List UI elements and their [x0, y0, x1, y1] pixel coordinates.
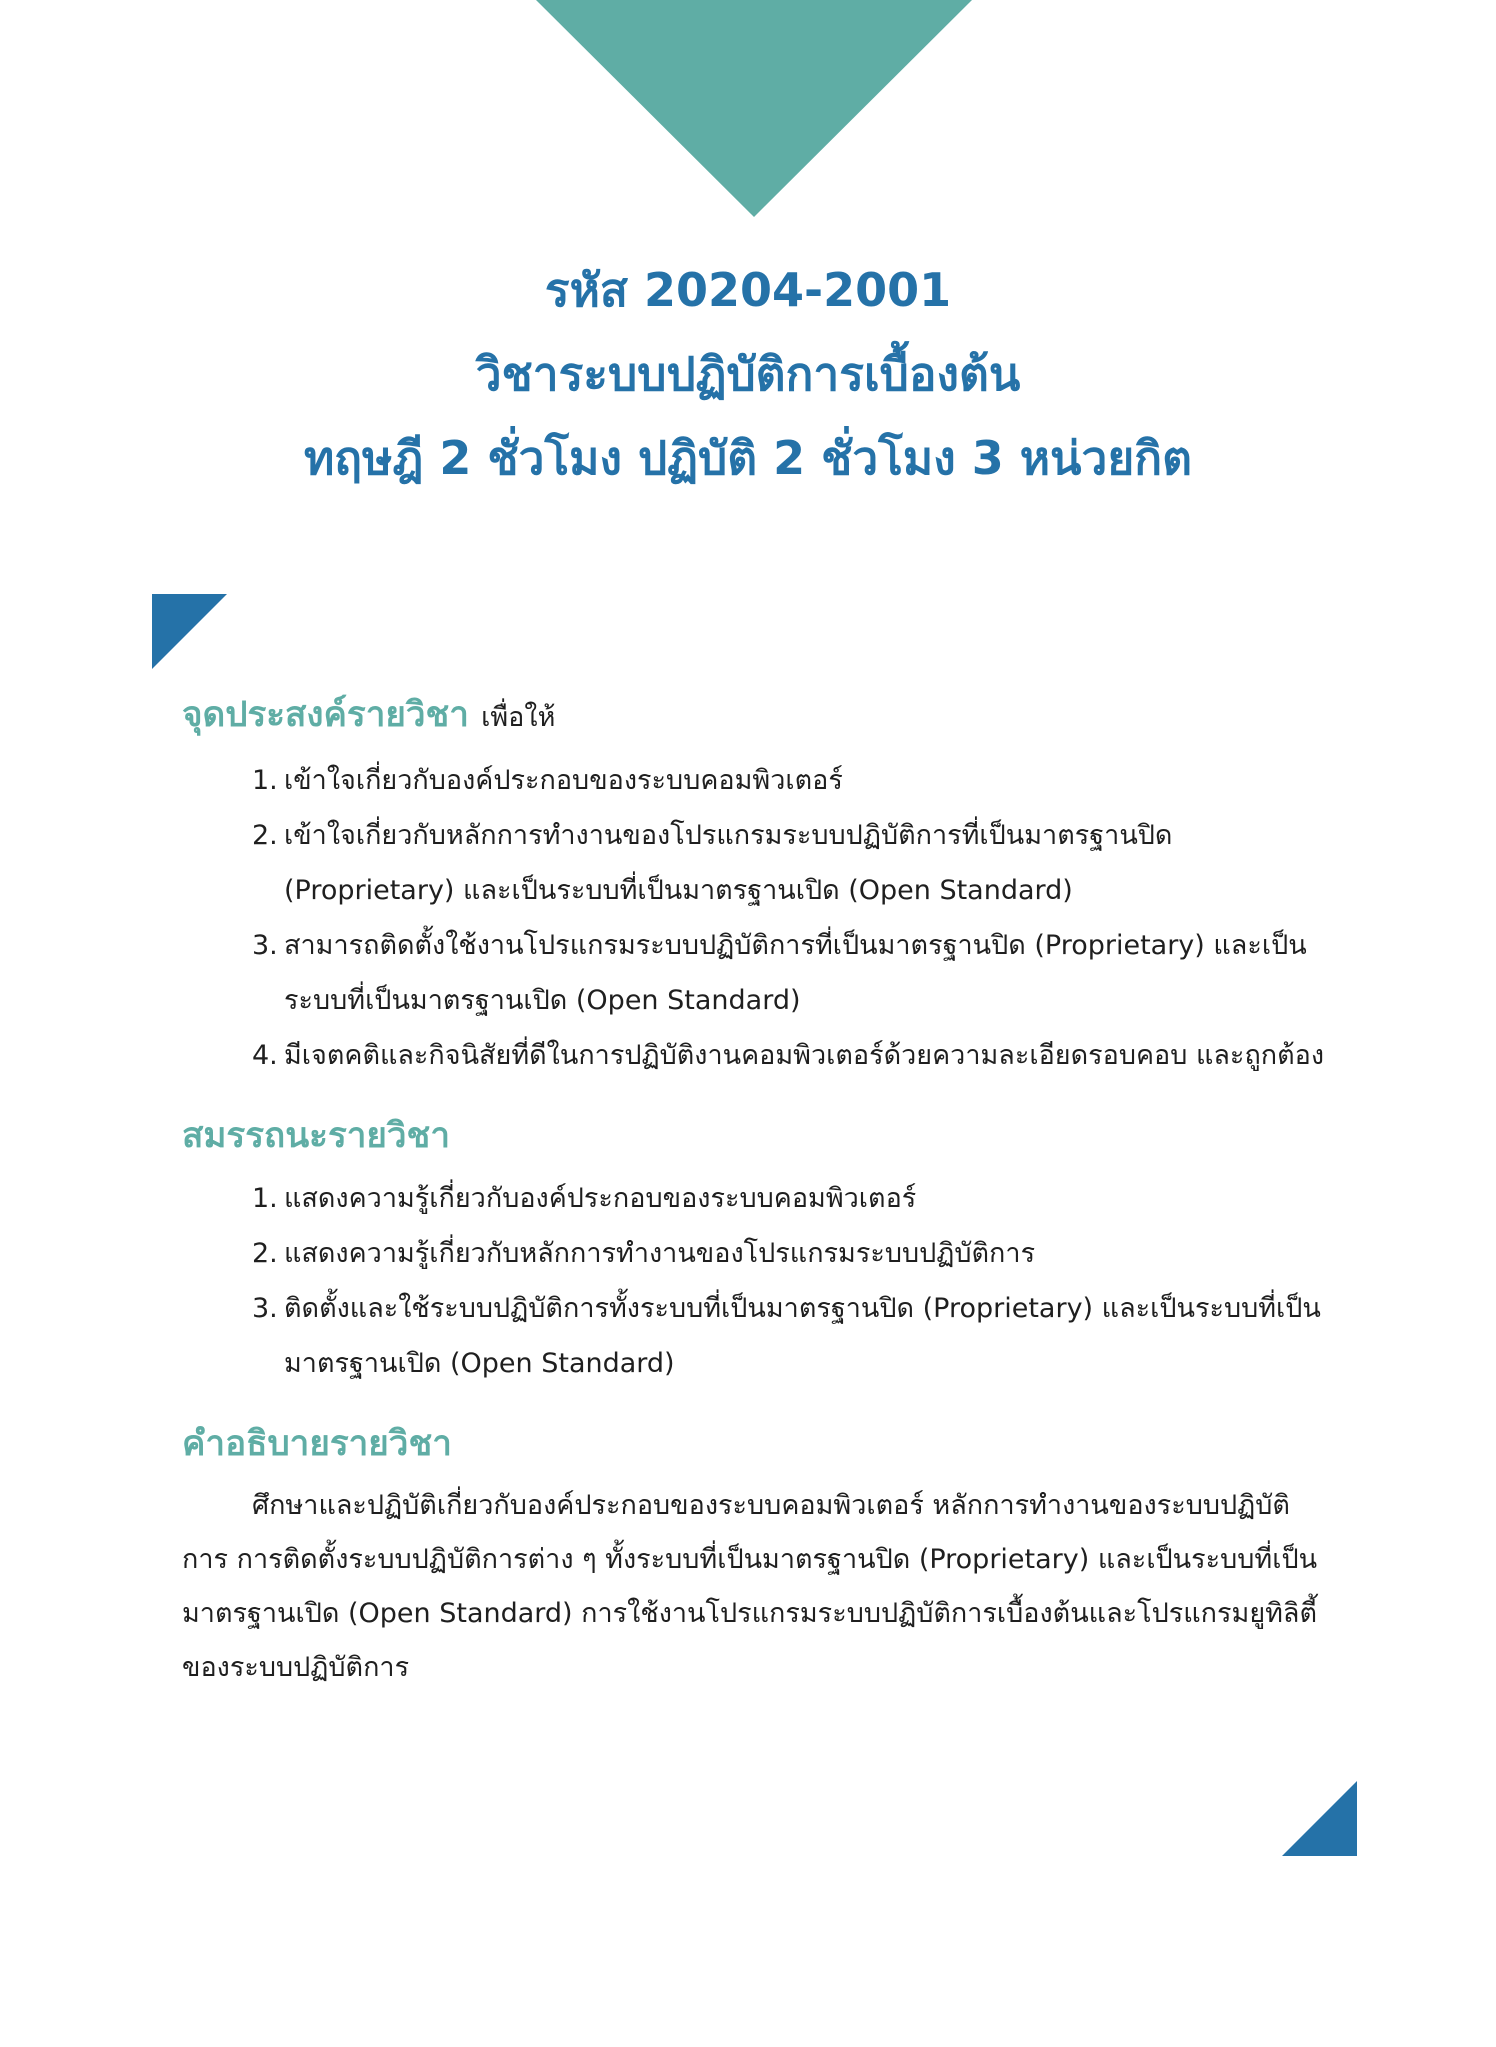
objectives-heading-text: จุดประสงค์รายวิชา: [182, 695, 469, 735]
competency-number: 1.: [252, 1183, 278, 1214]
description-section: [182, 1409, 1328, 1695]
description-heading: คำอธิบายรายวิชา: [182, 1424, 452, 1464]
left-corner-decoration: [152, 594, 227, 669]
objective-item: [182, 808, 1328, 918]
objective-item: [182, 753, 1328, 808]
top-triangle-decoration: [536, 0, 972, 217]
objectives-list: [182, 753, 1328, 1083]
objective-text: เข้าใจเกี่ยวกับองค์ประกอบของระบบคอมพิวเตอร์: [284, 765, 843, 796]
section-spacer: [182, 1391, 1328, 1409]
course-name-title: วิชาระบบปฏิบัติการเบื้องต้น: [475, 347, 1021, 401]
objectives-heading: [182, 680, 1328, 753]
competency-text: ติดตั้งและใช้ระบบปฏิบัติการทั้งระบบที่เป็นมาตรฐานปิด (Proprietary) และเป็นระบบที่เป็นมาตรฐานเปิด (Open Standard): [284, 1293, 1321, 1379]
competencies-section: [182, 1101, 1328, 1391]
competency-item: [182, 1281, 1328, 1391]
competency-item: [182, 1226, 1328, 1281]
competency-text: แสดงความรู้เกี่ยวกับหลักการทำงานของโปรแกรมระบบปฏิบัติการ: [284, 1238, 1036, 1269]
objectives-section: [182, 680, 1328, 1083]
competency-item: [182, 1171, 1328, 1226]
course-content: [182, 680, 1328, 1695]
objective-number: 1.: [252, 765, 278, 796]
objective-text: มีเจตคติและกิจนิสัยที่ดีในการปฏิบัติงานคอมพิวเตอร์ด้วยความละเอียดรอบคอบ และถูกต้อง: [284, 1040, 1325, 1071]
course-code-title: รหัส 20204-2001: [544, 263, 952, 317]
objective-text: เข้าใจเกี่ยวกับหลักการทำงานของโปรแกรมระบบปฏิบัติการที่เป็นมาตรฐานปิด (Proprietary) และเป็นระบบที่เป็นมาตรฐานเปิด (Open Standard): [284, 820, 1173, 906]
course-title-block: [0, 248, 1496, 500]
objective-number: 2.: [252, 820, 278, 851]
competencies-heading: สมรรถนะรายวิชา: [182, 1116, 450, 1156]
course-hours-title: ทฤษฎี 2 ชั่วโมง ปฏิบัติ 2 ชั่วโมง 3 หน่วยกิต: [303, 431, 1192, 485]
objective-number: 3.: [252, 930, 278, 961]
objective-text: สามารถติดตั้งใช้งานโปรแกรมระบบปฏิบัติการที่เป็นมาตรฐานปิด (Proprietary) และเป็นระบบที่เป็นมาตรฐานเปิด (Open Standard): [284, 930, 1307, 1016]
description-paragraph: ศึกษาและปฏิบัติเกี่ยวกับองค์ประกอบของระบบคอมพิวเตอร์ หลักการทำงานของระบบปฏิบัติการ การติดตั้งระบบปฏิบัติการต่าง ๆ ทั้งระบบที่เป็นมาตรฐานปิด (Proprietary) และเป็นระบบที่เป็นมาตรฐานเปิด (Open Standard) การใช้งานโปรแกรมระบบปฏิบัติการเบื้องต้นและโปรแกรมยูทิลิตี้ของระบบปฏิบัติการ: [182, 1490, 1318, 1683]
objective-item: [182, 918, 1328, 1028]
competency-text: แสดงความรู้เกี่ยวกับองค์ประกอบของระบบคอมพิวเตอร์: [284, 1183, 917, 1214]
competencies-list: [182, 1171, 1328, 1391]
competency-number: 2.: [252, 1238, 278, 1269]
section-spacer: [182, 1083, 1328, 1101]
competency-number: 3.: [252, 1293, 278, 1324]
objective-item: [182, 1028, 1328, 1083]
objectives-heading-suffix: เพื่อให้: [481, 702, 556, 733]
right-corner-decoration: [1282, 1781, 1357, 1856]
objective-number: 4.: [252, 1040, 278, 1071]
